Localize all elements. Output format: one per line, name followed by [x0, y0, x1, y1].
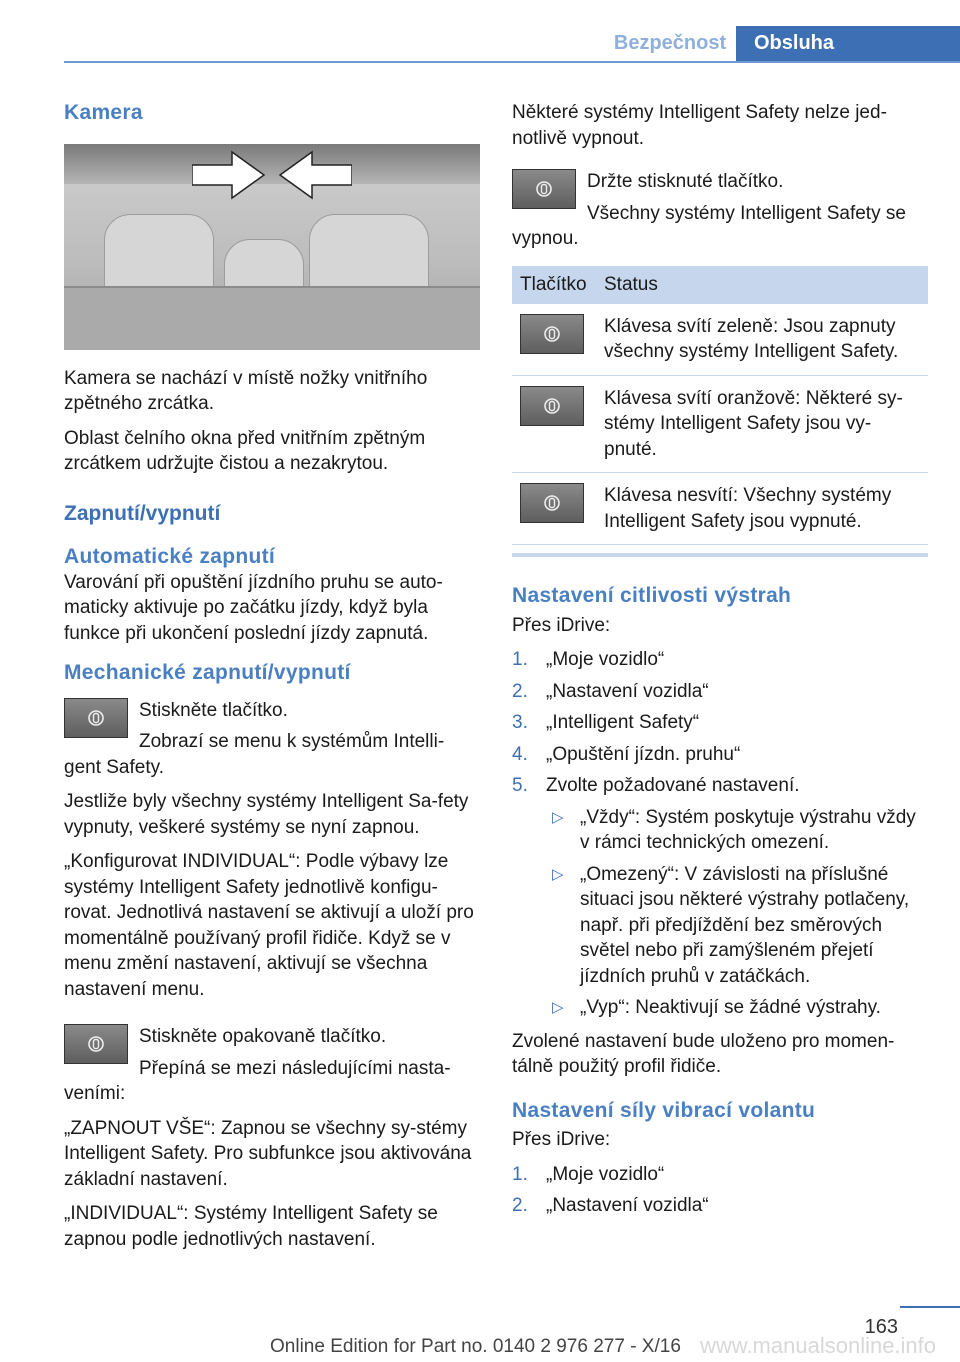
edition-text: Online Edition for Part no. 0140 2 976 277 - X/16	[270, 1336, 681, 1357]
toggle-text: Přepíná se mezi následujícími nasta-veními:	[64, 1057, 451, 1104]
page-header	[0, 0, 960, 64]
mech-heading: Mechanické zapnutí/vypnutí	[64, 661, 351, 684]
list-item: 2. „Nastavení vozidla“	[512, 680, 709, 702]
vibration-heading: Nastavení síly vibrací volantu	[512, 1098, 816, 1122]
safety-button-icon-2	[64, 1024, 128, 1064]
safety-button-icon-3	[512, 169, 576, 209]
right-column	[512, 100, 928, 1227]
hold-button-text: Držte stisknuté tlačítko.	[587, 171, 784, 192]
button-orange-icon	[520, 386, 584, 426]
via-idrive-text: Přes iDrive:	[512, 614, 611, 636]
button-off-icon	[520, 483, 584, 523]
intro-text: Některé systémy Intelligent Safety nelze jed-notlivě vypnout.	[512, 102, 887, 149]
page-number: 163	[864, 1316, 898, 1338]
list-item: 5. Zvolte požadované nastavení. ▷ „Vždy“: Systém poskytuje výstrahu vždy v rámci technických omezení. ▷ „Omezený“: V závislosti na příslušné situaci jsou některé výstrahy potlačeny, např. při předjíždění bez směrových světel nebo při zamýšleném přejetí jízdních pruhů v zatáčkách. ▷ „Vyp“: Neaktivují se žádné výstrahy.	[512, 773, 928, 1021]
mech-text-1: Jestliže byly všechny systémy Intelligent Sa-fety vypnuty, veškeré systémy se nyní zapnou.	[64, 791, 469, 838]
status-cell: Klávesa svítí zeleně: Jsou zapnuty všechny systémy Intelligent Safety.	[596, 304, 928, 376]
triangle-bullet-icon: ▷	[552, 808, 564, 826]
vibration-steps	[512, 1162, 928, 1219]
safety-button-icon	[64, 698, 128, 738]
arrows-icon	[192, 150, 352, 200]
table-end-rule	[512, 553, 928, 557]
sensitivity-steps	[512, 647, 928, 1021]
status-table	[512, 266, 928, 546]
all-off-text: Všechny systémy Intelligent Safety se vypnou.	[512, 202, 906, 249]
col-status-header: Status	[596, 266, 928, 304]
photo-parcel-shelf	[64, 286, 480, 350]
car-icon	[87, 709, 105, 727]
tab-bezpecnost[interactable]: Bezpečnost	[613, 32, 727, 54]
option-list	[546, 805, 928, 1021]
list-item: 3. „Intelligent Safety“	[512, 712, 700, 733]
car-icon	[535, 180, 553, 198]
via-idrive-text-2: Přes iDrive:	[512, 1129, 611, 1150]
table-row	[512, 473, 928, 545]
option-item: ▷ „Vždy“: Systém poskytuje výstrahu vždy v rámci technických omezení.	[552, 806, 916, 853]
table-row	[512, 304, 928, 376]
camera-location-photo	[64, 144, 480, 350]
col-button-header: Tlačítko	[512, 266, 596, 304]
table-row	[512, 375, 928, 473]
status-table-header	[512, 266, 928, 304]
left-column	[64, 100, 480, 1261]
camera-clean-text: Oblast čelního okna před vnitřním zpětným zrcátkem udržujte čistou a nezakrytou.	[64, 427, 426, 474]
saved-note: Zvolené nastavení bude uloženo pro momen-tálně použitý profil řidiče.	[512, 1030, 895, 1077]
sensitivity-heading: Nastavení citlivosti výstrah	[512, 584, 792, 607]
car-icon	[87, 1035, 105, 1053]
footer-rule	[900, 1306, 960, 1308]
option-item: ▷ „Omezený“: V závislosti na příslušné situaci jsou některé výstrahy potlačeny, např. při předjíždění bez směrových světel nebo při zamýšleném přejetí jízdních pruhů v zatáčkách.	[552, 863, 910, 987]
button-green-icon	[520, 314, 584, 354]
watermark: www.manualsonline.info	[700, 1333, 937, 1358]
menu-shown-text: Zobrazí se menu k systémům Intelli-gent Safety.	[64, 731, 445, 778]
triangle-bullet-icon: ▷	[552, 865, 564, 883]
list-item: 1. „Moje vozidlo“	[512, 1163, 665, 1185]
list-item: 1. „Moje vozidlo“	[512, 649, 665, 670]
list-item: 4. „Opuštění jízdn. pruhu“	[512, 743, 741, 765]
camera-heading: Kamera	[64, 101, 143, 124]
auto-heading: Automatické zapnutí	[64, 545, 276, 568]
all-on-text: „ZAPNOUT VŠE“: Zapnou se všechny sy-stémy Intelligent Safety. Pro subfunkce jsou aktivována základní nastavení.	[64, 1117, 472, 1190]
tab-obsluha[interactable]: Obsluha	[736, 26, 960, 63]
header-rule	[64, 61, 960, 63]
mech-text-2: „Konfigurovat INDIVIDUAL“: Podle výbavy lze systémy Intelligent Safety jednotlivě konfigu-rovat. Jednotlivá nastavení se aktivují a uloží pro momentálně používaný profil řidiče. Když se v menu změní nastavení, aktivují se všechna nastavení menu.	[64, 851, 474, 1000]
list-item: 2. „Nastavení vozidla“	[512, 1195, 709, 1216]
auto-text: Varování při opuštění jízdního pruhu se auto-maticky aktivuje po začátku jízdy, když byla funkce při ukončení poslední jízdy zapnutá.	[64, 571, 443, 644]
status-cell: Klávesa svítí oranžově: Některé sy-stémy Intelligent Safety jsou vy-pnuté.	[596, 375, 928, 473]
press-repeat-text: Stiskněte opakovaně tlačítko.	[139, 1026, 387, 1047]
onoff-heading: Zapnutí/vypnutí	[64, 501, 221, 525]
status-cell: Klávesa nesvítí: Všechny systémy Intelligent Safety jsou vypnuté.	[596, 473, 928, 545]
camera-location-text: Kamera se nachází v místě nožky vnitřního zpětného zrcátka.	[64, 367, 428, 414]
press-button-text: Stiskněte tlačítko.	[139, 699, 288, 721]
individual-text: „INDIVIDUAL“: Systémy Intelligent Safety se zapnou podle jednotlivých nastavení.	[64, 1203, 438, 1250]
triangle-bullet-icon: ▷	[552, 999, 564, 1016]
option-item: ▷ „Vyp“: Neaktivují se žádné výstrahy.	[546, 995, 928, 1021]
